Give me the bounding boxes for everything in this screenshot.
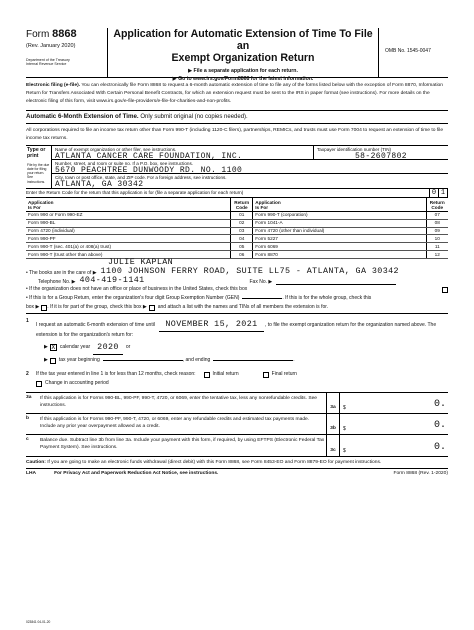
line-1-number: 1 (26, 318, 29, 325)
application-code-table (26, 198, 448, 259)
street-row (52, 160, 448, 174)
group-return-text: • If this is for a Group Return, enter the organization's four digit Group Exemption Number (GEN) (26, 295, 240, 302)
amounts-section (26, 393, 448, 457)
th-application-right: Application (255, 199, 281, 205)
th-return-left: Return (234, 199, 250, 205)
app-form: Form 990-T (sec. 401(a) or 408(a) trust) (26, 243, 231, 251)
return-code-row (26, 189, 448, 198)
th-code-left: Code (235, 205, 248, 211)
no-office-text: • If the organization does not have an office or place of business in the United States, check this box (26, 286, 248, 293)
app-form: Form 990-T (trust other than above) (26, 251, 231, 259)
app-form: Form 4720 (other than individual) (253, 227, 426, 235)
calendar-year-or: or (125, 344, 131, 351)
dept-line-2: Internal Revenue Service (26, 61, 67, 66)
line-3b-number: b (26, 415, 29, 421)
app-form: Form 990-PF (26, 235, 231, 243)
return-code-digit-2: 1 (439, 189, 448, 198)
form-title-block (108, 28, 378, 83)
whole-group-box-label: box ▶ (26, 304, 40, 311)
line-3b-code: 3b (326, 414, 340, 434)
type-label: Type or (27, 147, 46, 154)
caution-lead: Caution: (26, 459, 46, 465)
tax-year-label: tax year beginning (58, 356, 100, 363)
app-form: Form 990 or Form 990-EZ (26, 211, 231, 219)
group-return-tail: . If this is for the whole group, check this (282, 295, 372, 302)
table-row (26, 211, 448, 219)
type-box-note: File by the due date for filing your return. See instructions. (27, 162, 50, 184)
return-code-label: Enter the Return Code for the return that this application is for (file a separate application for each return) (26, 190, 244, 196)
city-row (52, 174, 448, 188)
app-form: Form 990-BL (26, 219, 231, 227)
line-3c-code: 3c (326, 435, 340, 456)
line-3b-text: If this application is for Forms 990-PF, 990-T, 4720, or 6069, enter any refundable credits and estimated tax payments made. Include any prior year overpayment allowed as a credit. (40, 416, 310, 430)
line-3a-number: 3a (26, 394, 32, 400)
identification-grid (26, 146, 448, 189)
th-return-right: Return (429, 199, 445, 205)
app-form: Form 4720 (individual) (26, 227, 231, 235)
line-3b-amount[interactable]: 0. (433, 420, 446, 432)
final-return-label: Final return (271, 370, 297, 377)
city-field[interactable]: ATLANTA, GA 30342 (55, 179, 144, 189)
amount-row-3c (26, 435, 448, 456)
form-title-line-1: Application for Automatic Extension of Time To File an (113, 28, 373, 53)
line-1-text-a: I request an automatic 6-month extension of time until (36, 322, 155, 329)
line-2-number: 2 (26, 370, 29, 377)
type-or-print-box (26, 146, 52, 188)
caution-note (26, 457, 448, 469)
lines-1-2 (26, 314, 448, 393)
part-group-text: . If it is for part of the group, check this box ▶ (47, 304, 147, 311)
line-2-text: If the tax year entered in line 1 is for less than 12 months, check reason: (36, 370, 196, 377)
print-label: print (27, 152, 39, 159)
accounting-period-label: Change in accounting period (45, 380, 109, 387)
tin-label: Taxpayer identification number (TIN) (317, 147, 392, 153)
form-subtitle-1: ▶ File a separate application for each return. (188, 67, 298, 74)
corporation-note: All corporations required to file an income tax return other than Form 990-T (including 1120-C filers), partnerships, REMICs, and trusts must use Form 7004 to request an extension of time to file income tax returns. (26, 124, 448, 146)
line-3c-currency: $ (343, 447, 346, 454)
line-2 (26, 366, 448, 392)
no-office-checkbox[interactable] (442, 287, 448, 293)
org-name-field[interactable]: ATLANTA CANCER CARE FOUNDATION, INC. (55, 151, 243, 161)
application-table-header (26, 198, 448, 211)
line-1: 1 I request an automatic 6-month extension of time until NOVEMBER 15, 2021 , to file the exempt organization return for the organization named above. The extension is for the organization's return for: ▶ X calendar year 2020 or ▶ tax year beginning , and ending . (26, 318, 437, 363)
th-application-left: Application (28, 199, 54, 205)
return-code-field[interactable] (429, 189, 448, 198)
line-3c-amount[interactable]: 0. (433, 442, 446, 454)
app-code: 09 (426, 227, 448, 235)
return-code-digit-1: 0 (430, 189, 439, 198)
attach-list-text: and attach a list with the names and TINs of all members the extension is for. (157, 304, 329, 311)
table-row (26, 227, 448, 235)
tax-year-begin-field[interactable] (103, 360, 183, 361)
telephone-label: Telephone No. ▶ (38, 278, 76, 285)
calendar-year-checkbox[interactable]: X (51, 344, 56, 352)
th-code-right: Code (431, 205, 444, 211)
table-row (26, 243, 448, 251)
form-header (26, 28, 448, 83)
amount-row-3b (26, 414, 448, 435)
app-code: 06 (231, 251, 253, 259)
fax-label: Fax No. ▶ (249, 278, 273, 285)
initial-return-checkbox[interactable] (204, 372, 210, 378)
care-of-section (26, 256, 448, 314)
tax-year-checkbox[interactable] (50, 358, 56, 364)
app-code: 01 (231, 211, 253, 219)
accounting-period-checkbox[interactable] (36, 381, 42, 387)
efile-link[interactable]: www.irs.gov/e-file-providers/e-file-for-charities-and-non-profits. (96, 98, 232, 104)
dept-line-1: Department of the Treasury (26, 57, 70, 62)
city-label: City, town or post office, state, and ZIP code. For a foreign address, see instructions. (55, 175, 227, 181)
efile-text: You can electronically file Form 8868 to request a 6-month automatic extension of time to file any of the forms listed below with the exception of Form 8870, Information Return for Transfers Associated With Certain Personal Benefit Contracts, for which an extension request must be sent to the IRS in paper format (see instructions). For more details on the electronic filing of this form, visit (26, 83, 443, 104)
app-code: 04 (231, 235, 253, 243)
privacy-notice: For Privacy Act and Paperwork Reduction Act Notice, see instructions. (54, 471, 219, 477)
efile-intro (26, 78, 448, 111)
th-is-for-left: Is For (28, 205, 41, 211)
efile-lead: Electronic filing (e-file). (26, 83, 81, 88)
part-group-checkbox[interactable] (149, 305, 155, 311)
form-number: 8868 (52, 28, 77, 40)
street-field[interactable]: 5670 PEACHTREE DUNWOODY RD. NO. 1100 (55, 165, 243, 175)
tin-field[interactable]: 58-2607802 (354, 151, 407, 161)
section-rest: Only submit original (no copies needed). (138, 113, 248, 120)
final-return-checkbox[interactable] (263, 372, 269, 378)
books-label: • The books are in the care of ▶ (26, 269, 97, 276)
app-form: Form 8870 (253, 251, 426, 259)
amount-row-3a (26, 393, 448, 414)
tax-year-end-field[interactable] (213, 360, 293, 361)
line-3a-currency: $ (343, 404, 346, 411)
caution-text: If you are going to make an electronic funds withdrawal (direct debit) with this Form 8868, see Form 8453-EO and Form 8879-EO for payment instructions. (45, 459, 382, 465)
section-lead: Automatic 6-Month Extension of Time. (26, 112, 139, 120)
form-id-block (26, 28, 108, 77)
table-row (26, 235, 448, 243)
section-heading (26, 111, 448, 125)
org-name-label: Name of exempt organization or other filer, see instructions. (55, 147, 177, 153)
gen-field[interactable] (242, 298, 282, 299)
app-form: Form 1041-A (253, 219, 426, 227)
form-reference: Form 8868 (Rev. 1-2020) (393, 471, 448, 477)
app-code: 05 (231, 243, 253, 251)
line-1-text-b: , to file the exempt organization return for the organization named above. The extension is for the organization's return for: (36, 322, 437, 338)
app-form: Form 990-T (corporation) (253, 211, 426, 219)
omb-number: OMB No. 1545-0047 (378, 28, 448, 77)
app-code: 03 (231, 227, 253, 235)
app-code: 10 (426, 235, 448, 243)
app-form: Form 5227 (253, 235, 426, 243)
line-3c-number: c (26, 436, 29, 442)
name-tin-row (52, 146, 448, 160)
fax-field[interactable] (276, 284, 396, 285)
app-code: 11 (426, 243, 448, 251)
line-3c-text: Balance due. Subtract line 3b from line 3a. Include your payment with this form, if required, by using EFTPS (Electronic Federal Tax Payment System). See instructions. (40, 437, 325, 451)
care-of-person[interactable]: JULIE KAPLAN (108, 256, 174, 267)
th-is-for-right: Is For (255, 205, 269, 211)
calendar-year-label: calendar year (59, 344, 91, 351)
table-row (26, 219, 448, 227)
table-row (26, 251, 448, 259)
line-3a-text: If this application is for Forms 990-BL, 990-PF, 990-T, 4720, or 6069, enter the tentative tax, less any nonrefundable credits. See instructions. (40, 395, 318, 409)
street-label: Number, street, and room or suite no. If a P.O. box, see instructions. (55, 161, 194, 167)
form-footer (26, 469, 448, 477)
initial-return-label: Initial return (212, 370, 239, 377)
app-code: 08 (426, 219, 448, 227)
tax-year-ending-label: , and ending (182, 356, 211, 363)
app-code: 07 (426, 211, 448, 219)
form-subtitle-2: ▶ Go to www.irs.gov/Form8868 for the latest information. (172, 76, 314, 83)
line-3a-amount[interactable]: 0. (433, 399, 446, 411)
extension-date-field[interactable]: NOVEMBER 15, 2021 (159, 318, 263, 332)
app-code: 02 (231, 219, 253, 227)
telephone-field[interactable]: 404-419-1141 (79, 274, 145, 285)
form-code: 023841 04-01-20 (26, 620, 51, 624)
form-title-line-2: Exempt Organization Return (171, 52, 315, 65)
app-code: 12 (426, 251, 448, 259)
app-form: Form 6069 (253, 243, 426, 251)
form-revision: (Rev. January 2020) (26, 42, 76, 49)
line-3b-currency: $ (343, 425, 346, 432)
form-word: Form (26, 29, 50, 40)
lha-label: LHA (26, 471, 37, 477)
line-3a-code: 3a (326, 393, 340, 413)
calendar-year-field[interactable]: 2020 (93, 341, 123, 355)
care-of-address[interactable]: 1100 JOHNSON FERRY ROAD, SUITE LL75 - ATLANTA, GA 30342 (100, 265, 399, 276)
